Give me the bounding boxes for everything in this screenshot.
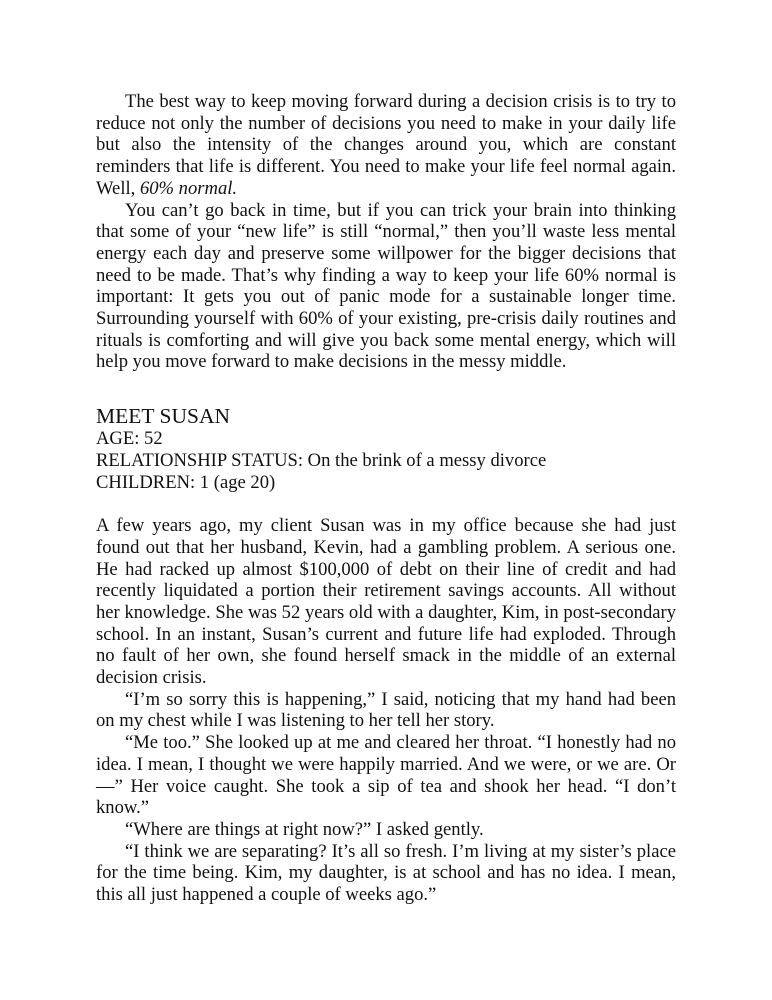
story-paragraph-2: “I’m so sorry this is happening,” I said, noticing that my hand had been on my chest while I was listening to her tell her story.: [96, 688, 676, 732]
story-paragraph-5: “I think we are separating? It’s all so fresh. I’m living at my sister’s place for the time being. Kim, my daughter, is at school and has no idea. I mean, this all just happened a couple of weeks ago.”: [96, 840, 676, 906]
intro-paragraph-2: You can’t go back in time, but if you can trick your brain into thinking that some of your “new life” is still “normal,” then you’ll waste less mental energy each day and preserve some willpower for the bigger decisions that need to be made. That’s why finding a way to keep your life 60% normal is important: It gets you out of panic mode for a sustainable longer time. Surrounding yourself with 60% of your existing, pre-crisis daily routines and rituals is comforting and will give you back some mental energy, which will help you move forward to make decisions in the messy middle.: [96, 199, 676, 373]
intro-paragraph-1-text: The best way to keep moving forward during a decision crisis is to try to reduce not only the number of decisions you need to make in your daily life but also the intensity of the changes around you, which are constant reminders that life is different. You need to make your life feel normal again. Well,: [96, 91, 676, 199]
profile-block: [96, 404, 676, 494]
profile-children: CHILDREN: 1 (age 20): [96, 472, 276, 494]
book-page: [96, 91, 676, 906]
intro-paragraph-1: [96, 91, 676, 200]
story-paragraph-4: “Where are things at right now?” I asked gently.: [125, 818, 484, 840]
story-block: [96, 515, 676, 906]
profile-title: MEET SUSAN: [96, 404, 230, 429]
profile-age: AGE: 52: [96, 428, 163, 450]
story-paragraph-1: A few years ago, my client Susan was in my office because she had just found out that her husband, Kevin, had a gambling problem. A serious one. He had racked up almost $100,000 of debt on their line of credit and had recently liquidated a portion their retirement savings accounts. All without her knowledge. She was 52 years old with a daughter, Kim, in post-secondary school. In an instant, Susan’s current and future life had exploded. Through no fault of her own, she found herself smack in the middle of an external decision crisis.: [96, 515, 676, 689]
profile-relationship: RELATIONSHIP STATUS: On the brink of a messy divorce: [96, 450, 547, 472]
story-paragraph-3: “Me too.” She looked up at me and cleared her throat. “I honestly had no idea. I mean, I thought we were happily married. And we were, or we are. Or—” Her voice caught. She took a sip of tea and shook her head. “I don’t know.”: [96, 732, 676, 819]
intro-emphasis: 60% normal.: [139, 177, 238, 199]
